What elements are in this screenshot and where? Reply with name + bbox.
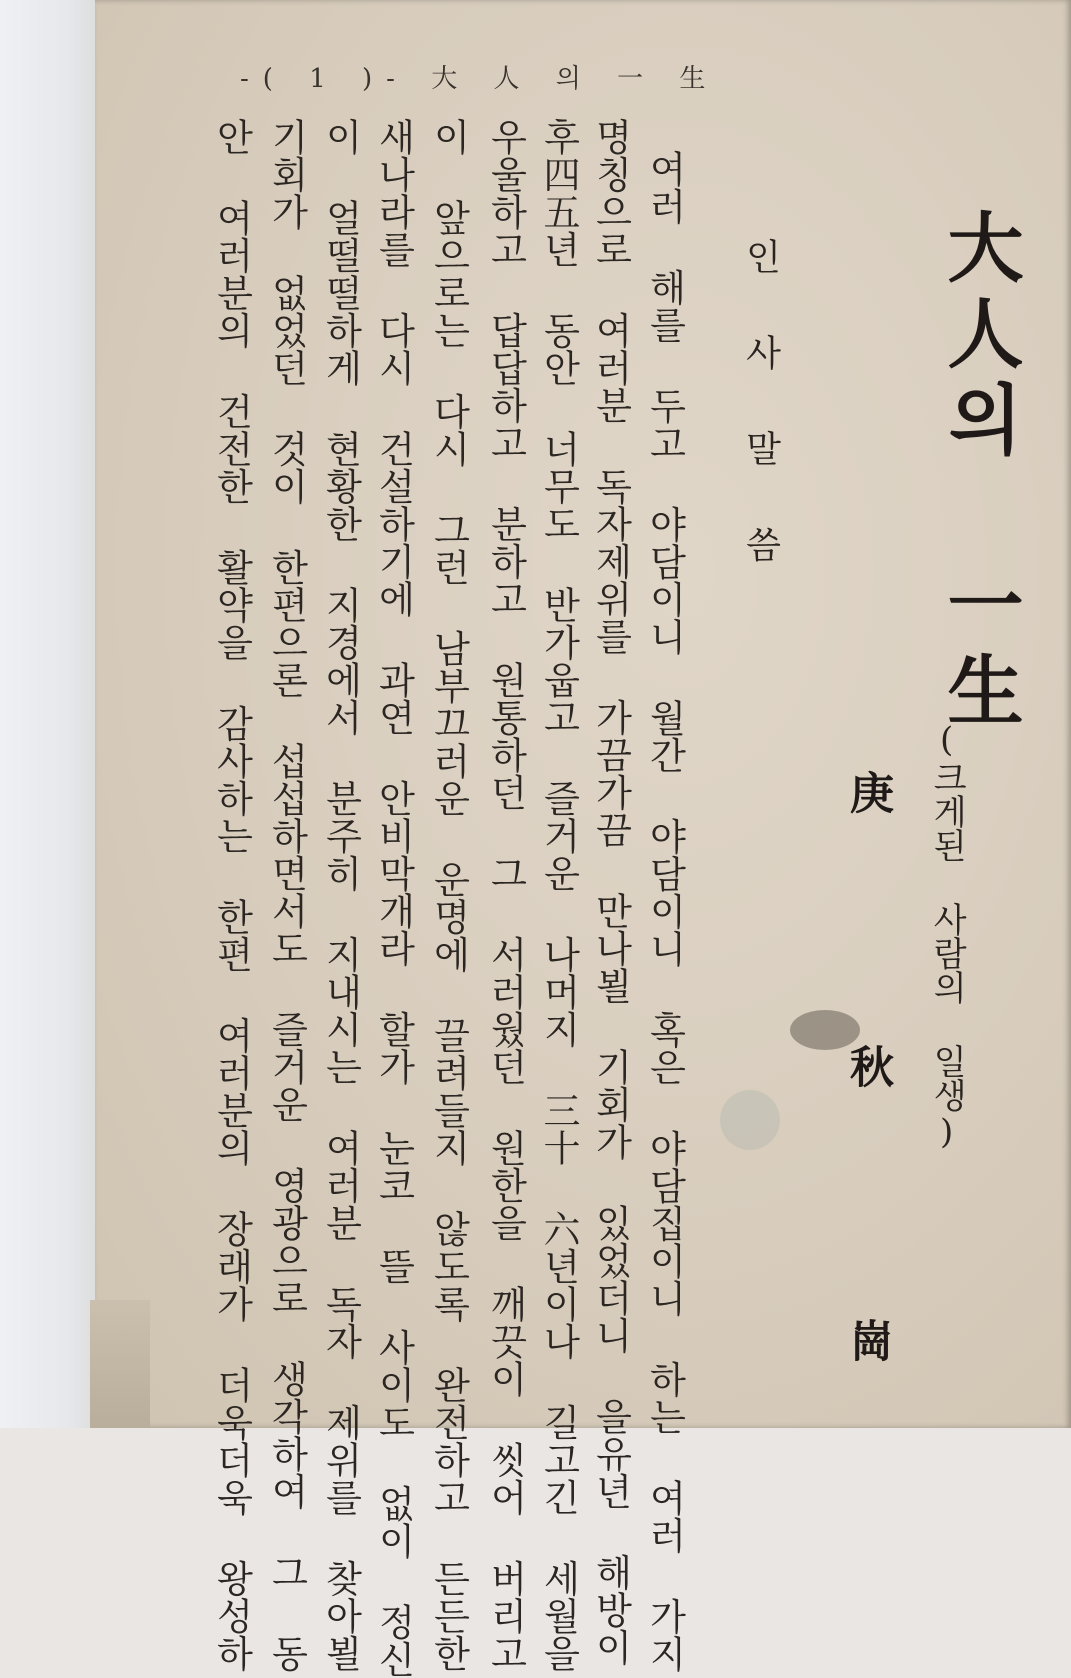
text-column: 명칭으로 여러분 독자제위를 가끔가끔 만나뵐 기회가 있었더니 을유년 해방이 [589, 118, 632, 1666]
page-subtitle: (크게된 사람의 일생) [926, 720, 967, 1152]
text-column: 안 여러분의 건전한 활약을 감사하는 한편 여러분의 장래가 더욱더욱 왕성하 [210, 118, 253, 1672]
author-name: 庚秋崗 [842, 770, 893, 1592]
text-column: 기회가 없었던 것이 한편으론 섭섭하면서도 즐거운 영광으로 생각하여 그 동 [265, 118, 308, 1672]
background-cloth [0, 0, 110, 1428]
section-heading: 인사말씀 [740, 238, 781, 622]
page-title: 大人의 一生 [935, 208, 1024, 737]
text-column: 우울하고 답답하고 분하고 원통하던 그 서러웠던 원한을 깨끗이 씻어 버리고 [484, 118, 527, 1672]
text-column: 이 앞으로는 다시 그런 남부끄러운 운명에 끌려들지 않도록 완전하고 든든한 [427, 118, 470, 1672]
ink-stain [720, 1090, 780, 1150]
paper-edge [90, 1300, 150, 1428]
text-column: 새나라를 다시 건설하기에 과연 안비막개라 할가 눈코 뜰 사이도 없이 정신 [372, 118, 415, 1678]
text-column: 여러 해를 두고 야담이니 월간 야담이니 혹은 야담집이니 하는 여러 가지 [643, 150, 686, 1673]
text-column: 이 얼떨떨하게 현황한 지경에서 분주히 지내시는 여러분 독자 제위를 찾아뵐 [319, 118, 362, 1672]
running-header: -( 1 )- 大 人 의 一 生 [240, 64, 720, 94]
text-column: 후四五년 동안 너무도 반가웁고 즐거운 나머지 三十 六년이나 길고긴 세월을 [537, 118, 580, 1672]
